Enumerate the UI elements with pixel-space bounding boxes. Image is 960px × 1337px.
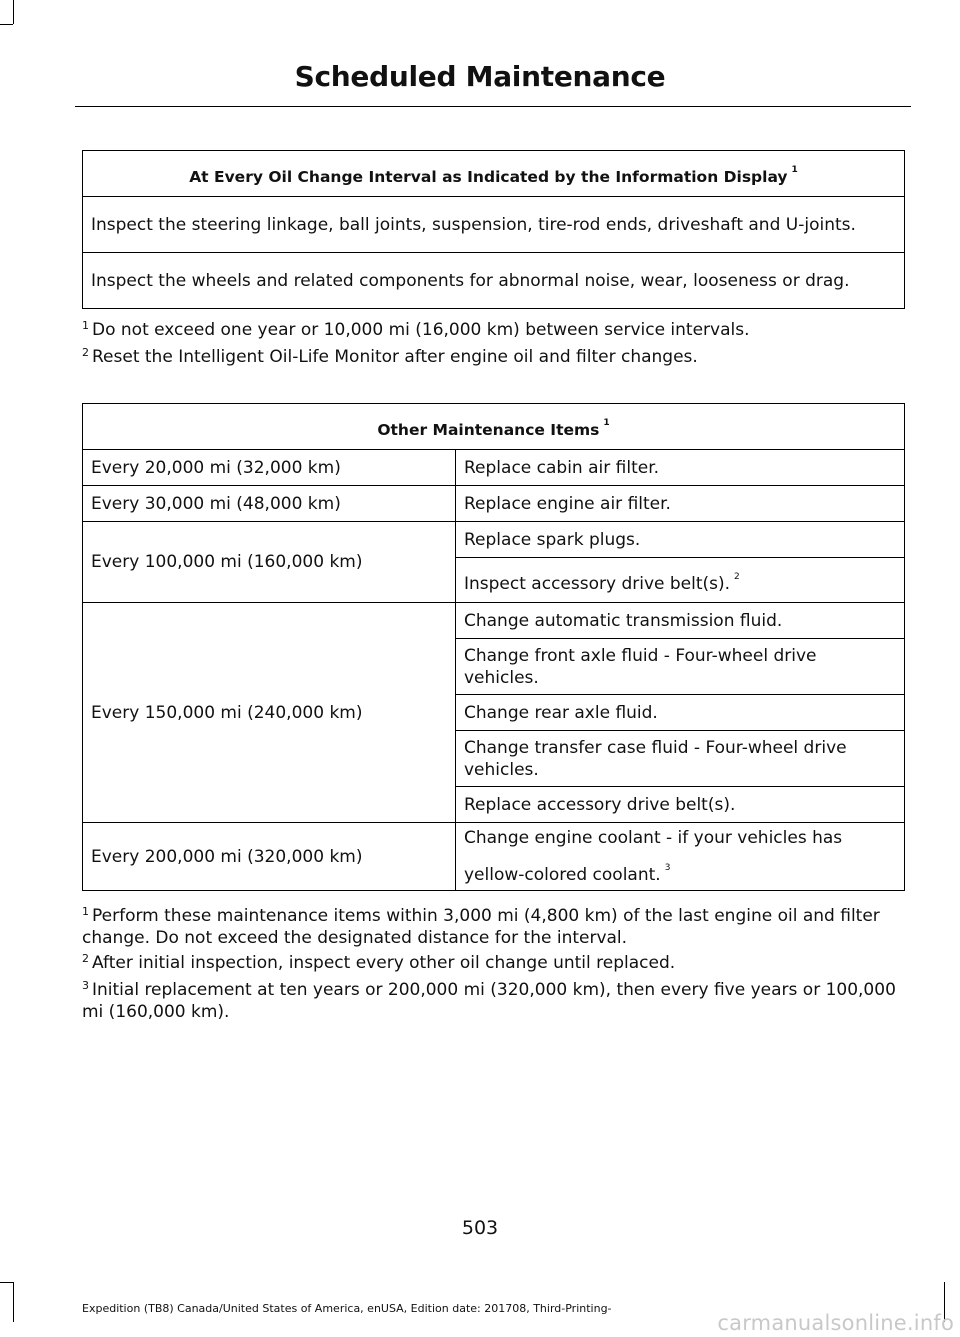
title-divider [75,106,911,107]
crop-mark [0,24,13,25]
footnote-ref: 3 [664,863,671,873]
footnote: $^1$ Perform these maintenance items within 3,000 mi (4,800 km) of the last engine oil and filter change. Do not exceed the designated distance for the interval. [82,905,880,948]
other-maintenance-table [82,403,905,891]
item-cell: Replace engine air filter. [456,486,905,522]
interval-cell: Every 200,000 mi (320,000 km) [83,823,456,891]
footnote-ref: 1 [791,165,798,175]
item-cell: Replace accessory drive belt(s). [456,787,905,823]
table-row: Inspect the steering linkage, ball joints, suspension, tire-rod ends, driveshaft and U-joints. [83,197,905,253]
item-cell: Replace cabin air filter. [456,450,905,486]
item-cell: Change engine coolant - if your vehicles has yellow-colored coolant. $^3$ [456,823,905,891]
page-number: 503 [461,1217,499,1239]
interval-cell: Every 30,000 mi (48,000 km) [83,486,456,522]
item-cell: Change automatic transmission fluid. [456,603,905,639]
crop-mark [13,0,14,24]
item-cell: Replace spark plugs. [456,522,905,558]
interval-cell: Every 150,000 mi (240,000 km) [83,603,456,823]
interval-cell: Every 100,000 mi (160,000 km) [83,522,456,603]
edition-info: Expedition (TB8) Canada/United States of America, enUSA, Edition date: 201708, Third-Printing- [82,1302,612,1315]
table-row: Inspect the wheels and related components for abnormal noise, wear, looseness or drag. [83,253,905,309]
watermark: carmanualsonline.info [717,1311,954,1335]
item-cell: Change transfer case fluid - Four-wheel drive vehicles. [456,731,905,787]
item-cell: Inspect accessory drive belt(s). $^2$ [456,558,905,603]
footnote: $^1$ Do not exceed one year or 10,000 mi (16,000 km) between service intervals. [82,319,750,340]
table-header: Other Maintenance Items $^1$ [83,404,905,450]
footnote: $^2$ Reset the Intelligent Oil-Life Monitor after engine oil and filter changes. [82,346,698,367]
crop-mark [13,1282,14,1322]
crop-mark [0,1282,13,1283]
footnote: $^3$ Initial replacement at ten years or 200,000 mi (320,000 km), then every five years or 100,000 mi (160,000 km). [82,979,896,1022]
footnote: $^2$ After initial inspection, inspect every other oil change until replaced. [82,952,676,973]
item-cell: Change rear axle fluid. [456,695,905,731]
footnote-ref: 2 [734,571,740,582]
footnote-ref: 1 [603,418,610,428]
item-cell: Change front axle fluid - Four-wheel drive vehicles. [456,639,905,695]
table-header: At Every Oil Change Interval as Indicated by the Information Display $^1$ [83,151,905,197]
interval-cell: Every 20,000 mi (32,000 km) [83,450,456,486]
oil-change-interval-table [82,150,905,309]
page-title: Scheduled Maintenance [294,60,666,93]
